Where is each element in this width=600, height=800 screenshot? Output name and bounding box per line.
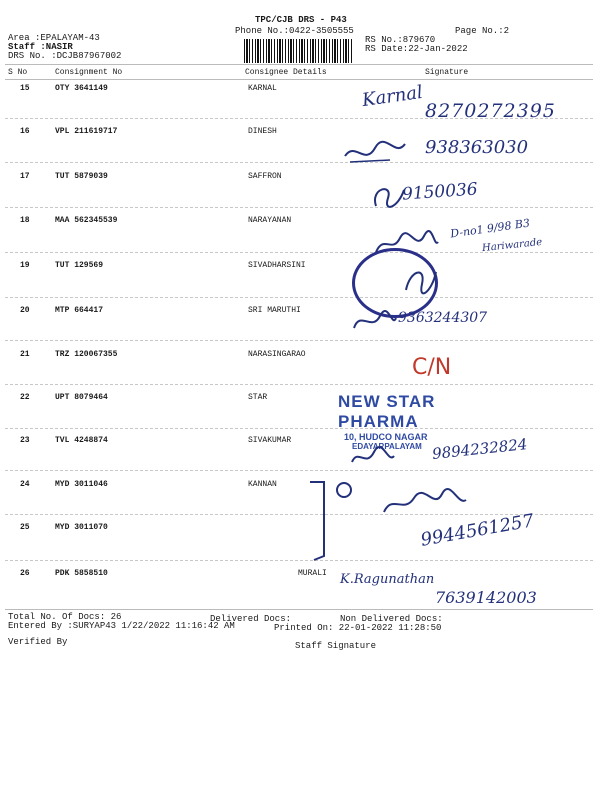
handwritten-phone: 7639142003 <box>435 588 537 607</box>
signature-scribble <box>372 228 442 258</box>
column-header-consignment: Consignment No <box>55 68 123 77</box>
handwritten-name: Karnal <box>360 81 425 112</box>
row-sno: 25 <box>20 523 30 532</box>
entered-by: Entered By :SURYAP43 1/22/2022 11:16:42 AM <box>8 621 235 631</box>
row-consignee: NARAYANAN <box>248 216 292 225</box>
page-number: Page No.:2 <box>455 26 510 36</box>
row-divider <box>5 207 593 208</box>
row-consignee: SRI MARUTHI <box>248 306 301 315</box>
drs-number: DRS No. :DCJB87967002 <box>8 51 122 61</box>
row-consignment: VPL 211619717 <box>55 127 118 136</box>
row-sno: 19 <box>20 261 30 270</box>
non-delivered-docs: Non Delivered Docs: <box>340 614 443 624</box>
row-consignee: KANNAN <box>248 480 277 489</box>
row-sno: 26 <box>20 569 30 578</box>
row-consignment: OTY 3641149 <box>55 84 108 93</box>
row-consignment: PDK 5858510 <box>55 569 108 578</box>
row-divider <box>5 162 593 163</box>
column-header-signature: Signature <box>425 68 469 77</box>
row-consignee: STAR <box>248 393 268 402</box>
handwritten-phone: 9150036 <box>401 179 479 205</box>
row-consignment: UPT 8079464 <box>55 393 108 402</box>
handwritten-phone: 9944561257 <box>419 510 536 551</box>
handwritten-phone: 9894232824 <box>431 435 529 463</box>
stamp-address-line: EDAYARPALAYAM <box>352 442 422 451</box>
bracket-mark <box>300 476 370 576</box>
row-sno: 20 <box>20 306 30 315</box>
signature-scribble <box>350 306 400 336</box>
row-consignment: MAA 562345539 <box>55 216 118 225</box>
row-consignment: MYD 3011070 <box>55 523 108 532</box>
row-divider <box>5 297 593 298</box>
row-sno: 22 <box>20 393 30 402</box>
row-consignment: TUT 129569 <box>55 261 104 270</box>
row-divider <box>5 340 593 341</box>
area-field: Area :EPALAYAM-43 <box>8 33 100 43</box>
handwritten-name: K.Ragunathan <box>340 572 435 587</box>
handwritten-phone: 8270272395 <box>425 100 556 122</box>
row-divider <box>5 560 593 561</box>
row-consignee: KARNAL <box>248 84 277 93</box>
handwritten-phone: 938363030 <box>425 137 529 158</box>
row-consignee: SIVADHARSINI <box>248 261 306 270</box>
row-sno: 16 <box>20 127 30 136</box>
printed-on: Printed On: 22-01-2022 11:28:50 <box>274 623 442 633</box>
phone-number: Phone No.:0422-3505555 <box>235 26 354 36</box>
column-header-sno: S No <box>8 68 28 77</box>
stamp-company-name: NEW STAR PHARMA <box>338 392 436 431</box>
row-sno: 15 <box>20 84 30 93</box>
row-consignment: MYD 3011046 <box>55 480 108 489</box>
row-consignment: TUT 5879039 <box>55 172 108 181</box>
row-sno: 18 <box>20 216 30 225</box>
signature-scribble <box>340 136 410 170</box>
row-sno: 23 <box>20 436 30 445</box>
signature-scribble <box>348 442 398 472</box>
barcode <box>244 39 352 63</box>
rs-date: RS Date:22-Jan-2022 <box>365 44 468 54</box>
row-consignment: MTP 664417 <box>55 306 104 315</box>
verified-by: Verified By <box>8 637 68 647</box>
row-consignment: TVL 4248874 <box>55 436 108 445</box>
handwritten-address: D-no1 9/98 B3 <box>449 216 531 241</box>
row-sno: 21 <box>20 350 30 359</box>
header-separator-bottom <box>5 79 593 80</box>
signature-scribble <box>380 486 470 520</box>
rs-number: RS No.:879670 <box>365 35 436 45</box>
column-header-consignee: Consignee Details <box>245 68 327 77</box>
header-separator <box>5 64 593 65</box>
row-divider <box>5 470 593 471</box>
handwritten-phone: 9363244307 <box>398 310 488 326</box>
delivered-docs: Delivered Docs: <box>210 614 292 624</box>
row-consignee: SIVAKUMAR <box>248 436 292 445</box>
staff-field: Staff :NASIR <box>8 42 73 52</box>
staff-signature: Staff Signature <box>295 641 377 651</box>
row-sno: 24 <box>20 480 30 489</box>
row-divider <box>5 384 593 385</box>
footer-separator <box>5 609 593 610</box>
row-sno: 17 <box>20 172 30 181</box>
signature-scribble <box>400 262 440 298</box>
row-consignee: DINESH <box>248 127 277 136</box>
row-consignee: SAFFRON <box>248 172 282 181</box>
stamp-address-line: 10, HUDCO NAGAR <box>344 432 428 442</box>
document-title: TPC/CJB DRS - P43 <box>255 15 347 25</box>
handwritten-address: Hariwarade <box>481 236 543 255</box>
row-consignee: NARASINGARAO <box>248 350 306 359</box>
row-divider <box>5 252 593 253</box>
total-docs: Total No. Of Docs: 26 <box>8 612 122 622</box>
row-consignment: TRZ 120067355 <box>55 350 118 359</box>
handwritten-note: C/N <box>412 355 452 380</box>
row-consignee: MURALI <box>298 569 327 578</box>
